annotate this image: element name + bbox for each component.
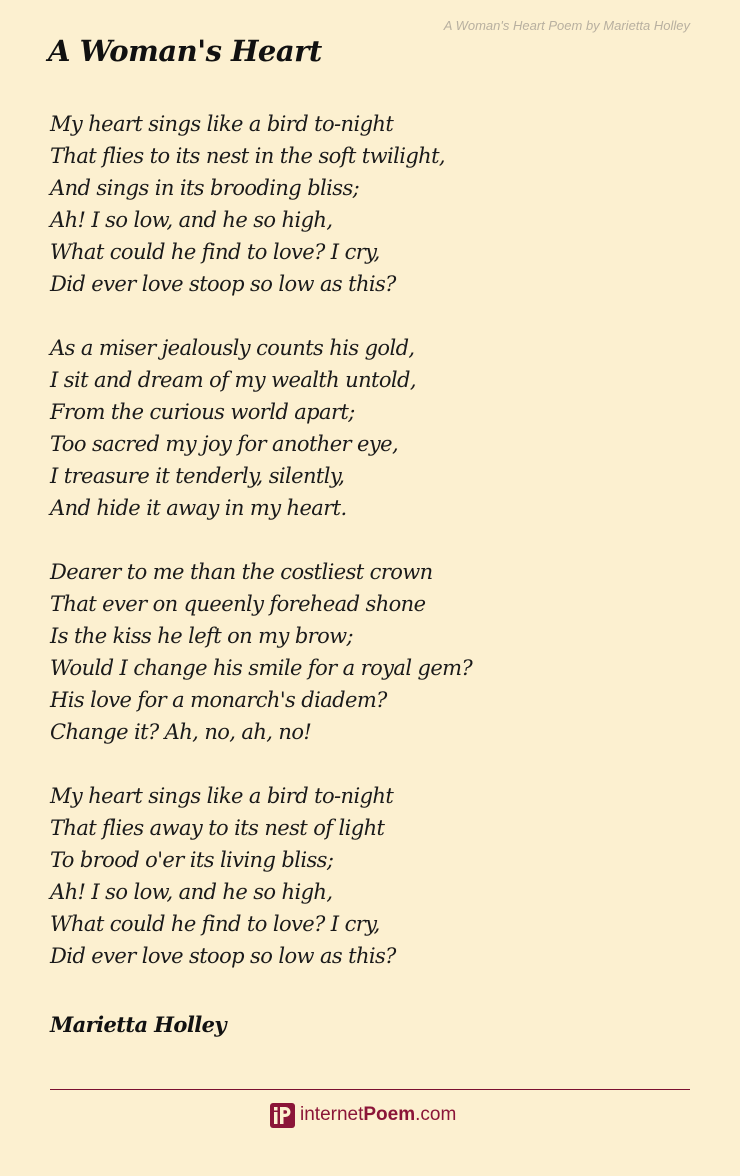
- footer-brand-link[interactable]: [270, 1101, 456, 1129]
- poem-line: My heart sings like a bird to-night: [50, 112, 394, 136]
- internetpoem-logo-icon: [270, 1103, 295, 1128]
- brand-name-part: Poem: [363, 1104, 416, 1125]
- poem-line: To brood o'er its living bliss;: [50, 848, 334, 872]
- stanza-3: [50, 556, 700, 748]
- poem-line: Change it? Ah, no, ah, no!: [50, 720, 312, 744]
- poem-line: Would I change his smile for a royal gem?: [50, 656, 473, 680]
- stanza-2: [50, 332, 700, 524]
- poem-line: That ever on queenly forehead shone: [50, 592, 426, 616]
- stanza-4: [50, 780, 700, 972]
- poem-line: My heart sings like a bird to-night: [50, 784, 394, 808]
- brand-name-part: .com: [415, 1104, 457, 1125]
- poem-line: Is the kiss he left on my brow;: [50, 624, 354, 648]
- poem-line: And hide it away in my heart.: [50, 496, 347, 520]
- poem-line: As a miser jealously counts his gold,: [50, 336, 415, 360]
- poem-line: Ah! I so low, and he so high,: [50, 208, 333, 232]
- page-caption: A Woman's Heart Poem by Marietta Holley: [443, 18, 690, 33]
- poem-line: Dearer to me than the costliest crown: [50, 560, 433, 584]
- poem-line: Did ever love stoop so low as this?: [50, 272, 396, 296]
- poem-line: That flies to its nest in the soft twilight,: [50, 144, 445, 168]
- poem-line: I sit and dream of my wealth untold,: [50, 368, 416, 392]
- poem-line: Too sacred my joy for another eye,: [50, 432, 399, 456]
- stanza-1: [50, 108, 700, 300]
- poem-line: His love for a monarch's diadem?: [50, 688, 387, 712]
- poem-author: Marietta Holley: [50, 1012, 226, 1037]
- brand-name-part: internet: [300, 1104, 364, 1125]
- poem-line: Did ever love stoop so low as this?: [50, 944, 396, 968]
- poem-line: From the curious world apart;: [50, 400, 355, 424]
- poem-line: Ah! I so low, and he so high,: [50, 880, 333, 904]
- poem-line: That flies away to its nest of light: [50, 816, 385, 840]
- footer-divider: [50, 1089, 690, 1090]
- poem-line: And sings in its brooding bliss;: [50, 176, 360, 200]
- poem-title: A Woman's Heart: [48, 34, 322, 68]
- poem-line: What could he find to love? I cry,: [50, 912, 380, 936]
- poem-line: I treasure it tenderly, silently,: [50, 464, 345, 488]
- poem-line: What could he find to love? I cry,: [50, 240, 380, 264]
- poem-body: [50, 108, 700, 1004]
